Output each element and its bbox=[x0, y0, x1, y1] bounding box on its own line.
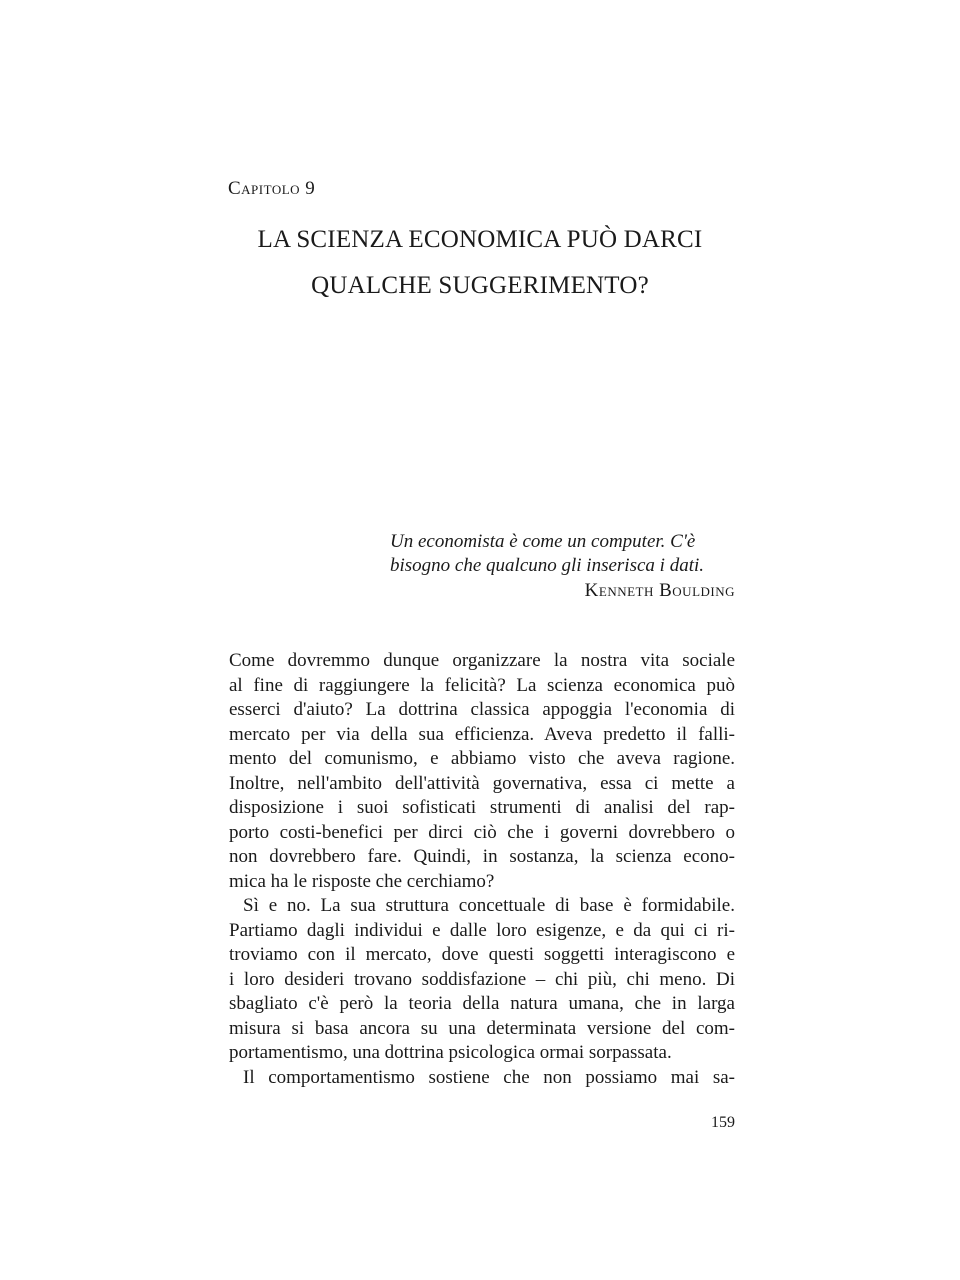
body-line: disposizione i suoi sofisticati strumenti di analisi del rap- bbox=[229, 797, 735, 818]
body-text bbox=[229, 649, 735, 1090]
epigraph-line: bisogno che qualcuno gli inserisca i dati. bbox=[390, 555, 705, 576]
epigraph bbox=[390, 530, 735, 603]
body-line: Sì e no. La sua struttura concettuale di base è formidabile. bbox=[243, 895, 735, 916]
epigraph-author: Kenneth Boulding bbox=[584, 580, 735, 601]
body-line: non dovrebbero fare. Quindi, in sostanza, la scienza econo- bbox=[229, 846, 735, 867]
body-line: mica ha le risposte che cerchiamo? bbox=[229, 870, 495, 892]
body-line: Partiamo dagli individui e dalle loro esigenze, e da qui ci ri- bbox=[229, 919, 735, 941]
body-line: al fine di raggiungere la felicità? La scienza economica può bbox=[229, 674, 735, 696]
body-line: porto costi-benefici per dirci ciò che i governi dovrebbero o bbox=[229, 821, 735, 843]
epigraph-line: Un economista è come un computer. C'è bbox=[390, 531, 696, 552]
chapter-title-line-2: QUALCHE SUGGERIMENTO? bbox=[311, 272, 649, 299]
body-line: portamentismo, una dottrina psicologica ormai sorpassata. bbox=[229, 1042, 672, 1063]
chapter-title-line-1: LA SCIENZA ECONOMICA PUÒ DARCI bbox=[257, 226, 703, 253]
body-line: Il comportamentismo sostiene che non possiamo mai sa- bbox=[243, 1066, 735, 1088]
body-line: Come dovremmo dunque organizzare la nostra vita sociale bbox=[229, 650, 735, 671]
body-line: sbagliato c'è però la teoria della natura umana, che in larga bbox=[229, 993, 735, 1014]
body-line: troviamo con il mercato, dove questi soggetti interagiscono e bbox=[229, 944, 735, 965]
body-line: mercato per via della sua efficienza. Aveva predetto il falli- bbox=[229, 723, 735, 745]
body-line: misura si basa ancora su una determinata versione del com- bbox=[229, 1017, 735, 1039]
page-number: 159 bbox=[711, 1114, 735, 1131]
chapter-label: Capitolo 9 bbox=[228, 178, 316, 199]
body-line: Inoltre, nell'ambito dell'attività governativa, essa ci mette a bbox=[229, 772, 735, 794]
body-line: mento del comunismo, e abbiamo visto che aveva ragione. bbox=[229, 748, 735, 769]
body-line: esserci d'aiuto? La dottrina classica appoggia l'economia di bbox=[229, 699, 735, 720]
body-line: i loro desideri trovano soddisfazione – chi più, chi meno. Di bbox=[229, 968, 735, 990]
